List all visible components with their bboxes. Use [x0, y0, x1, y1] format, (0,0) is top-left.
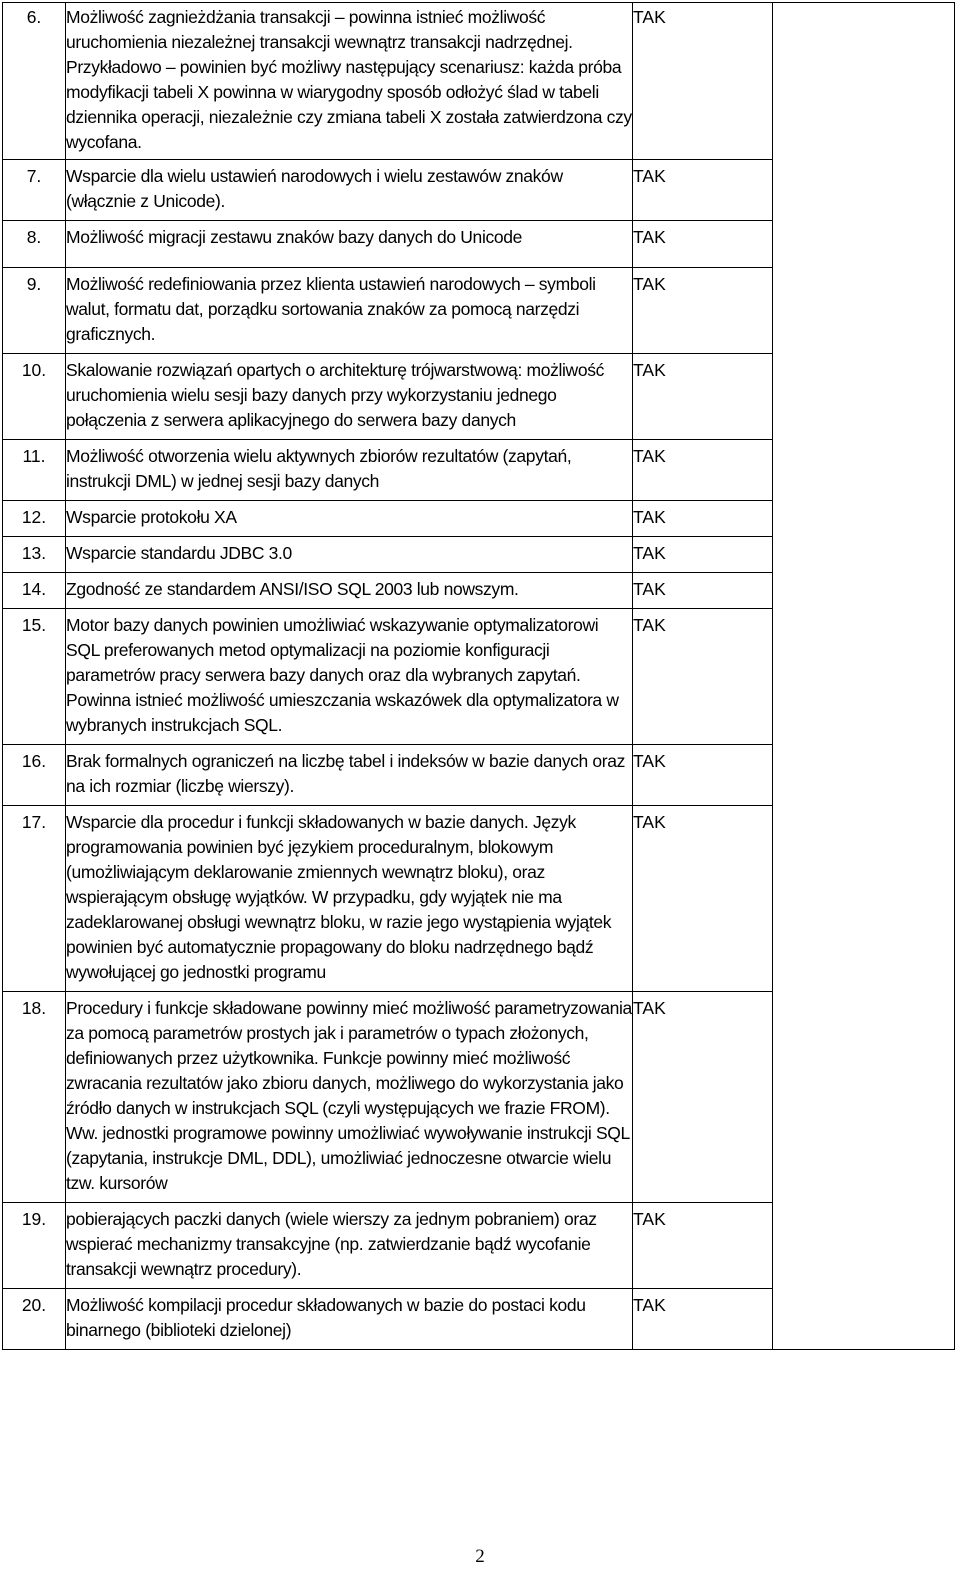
row-value: TAK [633, 3, 773, 160]
row-value: TAK [633, 440, 773, 501]
row-description: Wsparcie dla procedur i funkcji składowanych w bazie danych. Język programowania powinien być językiem proceduralnym, blokowym (umożliwiającym deklarowanie zmiennych wewnątrz bloku), oraz wspierającym obsługę wyjątków. W przypadku, gdy wyjątek nie ma zadeklarowanej obsługi wewnątrz bloku, w razie jego wystąpienia wyjątek powinien być automatycznie propagowany do bloku nadrzędnego bądź wywołującej go jednostki programu [66, 806, 633, 992]
row-value: TAK [633, 268, 773, 354]
row-value: TAK [633, 354, 773, 440]
row-description: Motor bazy danych powinien umożliwiać wskazywanie optymalizatorowi SQL preferowanych metod optymalizacji na poziomie konfiguracji parametrów pracy serwera bazy danych oraz dla wybranych zapytań. Powinna istnieć możliwość umieszczania wskazówek dla optymalizatora w wybranych instrukcjach SQL. [66, 609, 633, 745]
row-number: 16. [3, 745, 66, 806]
row-value: TAK [633, 745, 773, 806]
row-number: 10. [3, 354, 66, 440]
requirements-table [2, 2, 955, 1350]
row-value: TAK [633, 609, 773, 745]
row-description: Brak formalnych ograniczeń na liczbę tabel i indeksów w bazie danych oraz na ich rozmiar (liczbę wierszy). [66, 745, 633, 806]
row-description: Możliwość otworzenia wielu aktywnych zbiorów rezultatów (zapytań, instrukcji DML) w jednej sesji bazy danych [66, 440, 633, 501]
row-value: TAK [633, 806, 773, 992]
row-number: 6. [3, 3, 66, 160]
row-number: 19. [3, 1203, 66, 1289]
row-value: TAK [633, 221, 773, 268]
row-number: 17. [3, 806, 66, 992]
row-description: Procedury i funkcje składowane powinny mieć możliwość parametryzowania za pomocą parametrów prostych jak i parametrów o typach złożonych, definiowanych przez użytkownika. Funkcje powinny mieć możliwość zwracania rezultatów jako zbioru danych, możliwego do wykorzystania jako źródło danych w instrukcjach SQL (czyli występujących we frazie FROM). Ww. jednostki programowe powinny umożliwiać wywoływanie instrukcji SQL (zapytania, instrukcje DML, DDL), umożliwiać jednoczesne otwarcie wielu tzw. kursorów [66, 992, 633, 1203]
row-number: 12. [3, 501, 66, 537]
row-value: TAK [633, 501, 773, 537]
row-value: TAK [633, 1203, 773, 1289]
row-number: 18. [3, 992, 66, 1203]
row-empty-cell [773, 3, 955, 1350]
row-description: Wsparcie standardu JDBC 3.0 [66, 537, 633, 573]
row-value: TAK [633, 992, 773, 1203]
table-row [3, 3, 955, 160]
row-number: 11. [3, 440, 66, 501]
row-description: Możliwość redefiniowania przez klienta ustawień narodowych – symboli walut, formatu dat, porządku sortowania znaków za pomocą narzędzi graficznych. [66, 268, 633, 354]
row-number: 7. [3, 160, 66, 221]
row-value: TAK [633, 160, 773, 221]
row-number: 15. [3, 609, 66, 745]
row-description: Skalowanie rozwiązań opartych o architekturę trójwarstwową: możliwość uruchomienia wielu sesji bazy danych przy wykorzystaniu jednego połączenia z serwera aplikacyjnego do serwera bazy danych [66, 354, 633, 440]
row-description: Możliwość zagnieżdżania transakcji – powinna istnieć możliwość uruchomienia niezależnej transakcji wewnątrz transakcji nadrzędnej. Przykładowo – powinien być możliwy następujący scenariusz: każda próba modyfikacji tabeli X powinna w wiarygodny sposób odłożyć ślad w tabeli dziennika operacji, niezależnie czy zmiana tabeli X została zatwierdzona czy wycofana. [66, 3, 633, 160]
row-description: pobierających paczki danych (wiele wierszy za jednym pobraniem) oraz wspierać mechanizmy transakcyjne (np. zatwierdzanie bądź wycofanie transakcji wewnątrz procedury). [66, 1203, 633, 1289]
row-number: 13. [3, 537, 66, 573]
row-description: Wsparcie dla wielu ustawień narodowych i wielu zestawów znaków (włącznie z Unicode). [66, 160, 633, 221]
row-number: 20. [3, 1289, 66, 1350]
row-value: TAK [633, 573, 773, 609]
row-description: Wsparcie protokołu XA [66, 501, 633, 537]
row-number: 14. [3, 573, 66, 609]
row-value: TAK [633, 537, 773, 573]
page-number: 2 [475, 1546, 485, 1567]
row-number: 8. [3, 221, 66, 268]
row-description: Możliwość migracji zestawu znaków bazy danych do Unicode [66, 221, 633, 268]
row-value: TAK [633, 1289, 773, 1350]
row-number: 9. [3, 268, 66, 354]
row-description: Zgodność ze standardem ANSI/ISO SQL 2003 lub nowszym. [66, 573, 633, 609]
row-description: Możliwość kompilacji procedur składowanych w bazie do postaci kodu binarnego (biblioteki dzielonej) [66, 1289, 633, 1350]
